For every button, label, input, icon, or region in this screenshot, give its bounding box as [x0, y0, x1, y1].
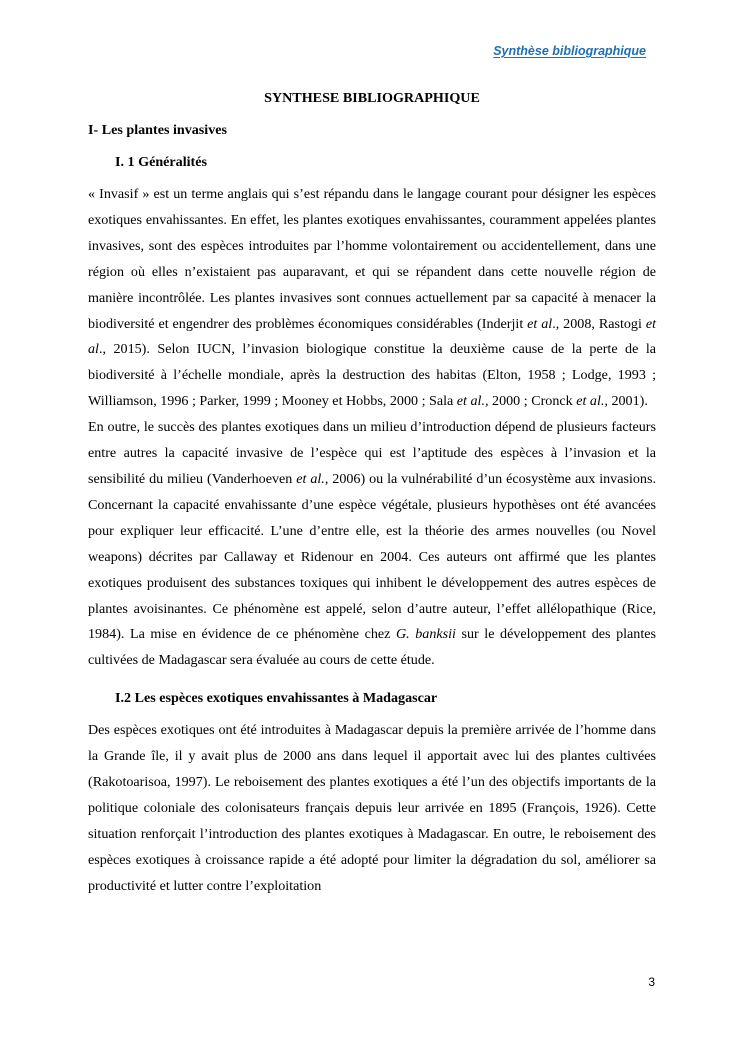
- subsection-heading-generalities: I. 1 Généralités: [115, 154, 207, 170]
- document-body: [88, 88, 656, 900]
- section-heading-invasive-plants: I- Les plantes invasives: [88, 122, 227, 138]
- subsection-heading-madagascar: I.2 Les espèces exotiques envahissantes à Madagascar: [115, 690, 438, 707]
- document-title: SYNTHESE BIBLIOGRAPHIQUE: [264, 90, 480, 106]
- page-number: 3: [648, 975, 655, 989]
- paragraph-definition: « Invasif » est un terme anglais qui s’est répandu dans le langage courant pour désigner les espèces exotiques envahissantes. En effet, les plantes exotiques envahissantes, couramment appelées plantes invasives, sont des espèces introduites par l’homme volontairement ou accidentellement, dans une région où elles n’existaient pas auparavant, et qui se répandent dans cette nouvelle région de manière incontrôlée. Les plantes invasives sont connues actuellement par sa capacité à menacer la biodiversité et engendrer des problèmes économiques considérables (Inderjit et al., 2008, Rastogi et al., 2015). Selon IUCN, l’invasion biologique constitue la deuxième cause de la perte de la biodiversité à l’échelle mondiale, après la destruction des habitas (Elton, 1958 ; Lodge, 1993 ; Williamson, 1996 ; Parker, 1999 ; Mooney et Hobbs, 2000 ; Sala et al., 2000 ; Cronck et al., 2001).: [88, 186, 656, 410]
- paragraph-success-factors: En outre, le succès des plantes exotiques dans un milieu d’introduction dépend de plusieurs facteurs entre autres la capacité invasive de l’espèce qui est l’aptitude des espèces à l’invasion et la sensibilité du milieu (Vanderhoeven et al., 2006) ou la vulnérabilité d’un écosystème aux invasions. Concernant la capacité envahissante d’une espèce végétale, plusieurs hypothèses ont été avancées pour expliquer leur efficacité. L’une d’entre elle, est la théorie des armes nouvelles (ou Novel weapons) décrites par Callaway et Ridenour en 2004. Ces auteurs ont affirmé que les plantes exotiques produisent des substances toxiques qui inhibent le développement des autres espèces de plantes avoisinantes. Ce phénomène est appelé, selon d’autre auteur, l’effet allélopathique (Rice, 1984). La mise en évidence de ce phénomène chez G. banksii sur le développement des plantes cultivées de Madagascar sera évaluée au cours de cette étude.: [88, 419, 656, 669]
- running-header-title: Synthèse bibliographique: [493, 44, 646, 58]
- paragraph-madagascar-introduction: Des espèces exotiques ont été introduites à Madagascar depuis la première arrivée de l’homme dans la Grande île, il y avait plus de 2000 ans dans lequel il apportait avec lui des plantes cultivées (Rakotoarisoa, 1997). Le reboisement des plantes exotiques a été l’un des objectifs importants de la politique coloniale des colonisateurs français depuis leur arrivée en 1895 (François, 1926). Cette situation renforçait l’introduction des plantes exotiques à Madagascar. En outre, le reboisement des espèces exotiques à croissance rapide a été adopté pour limiter la dégradation du sol, améliorer sa productivité et lutter contre l’exploitation: [88, 722, 656, 894]
